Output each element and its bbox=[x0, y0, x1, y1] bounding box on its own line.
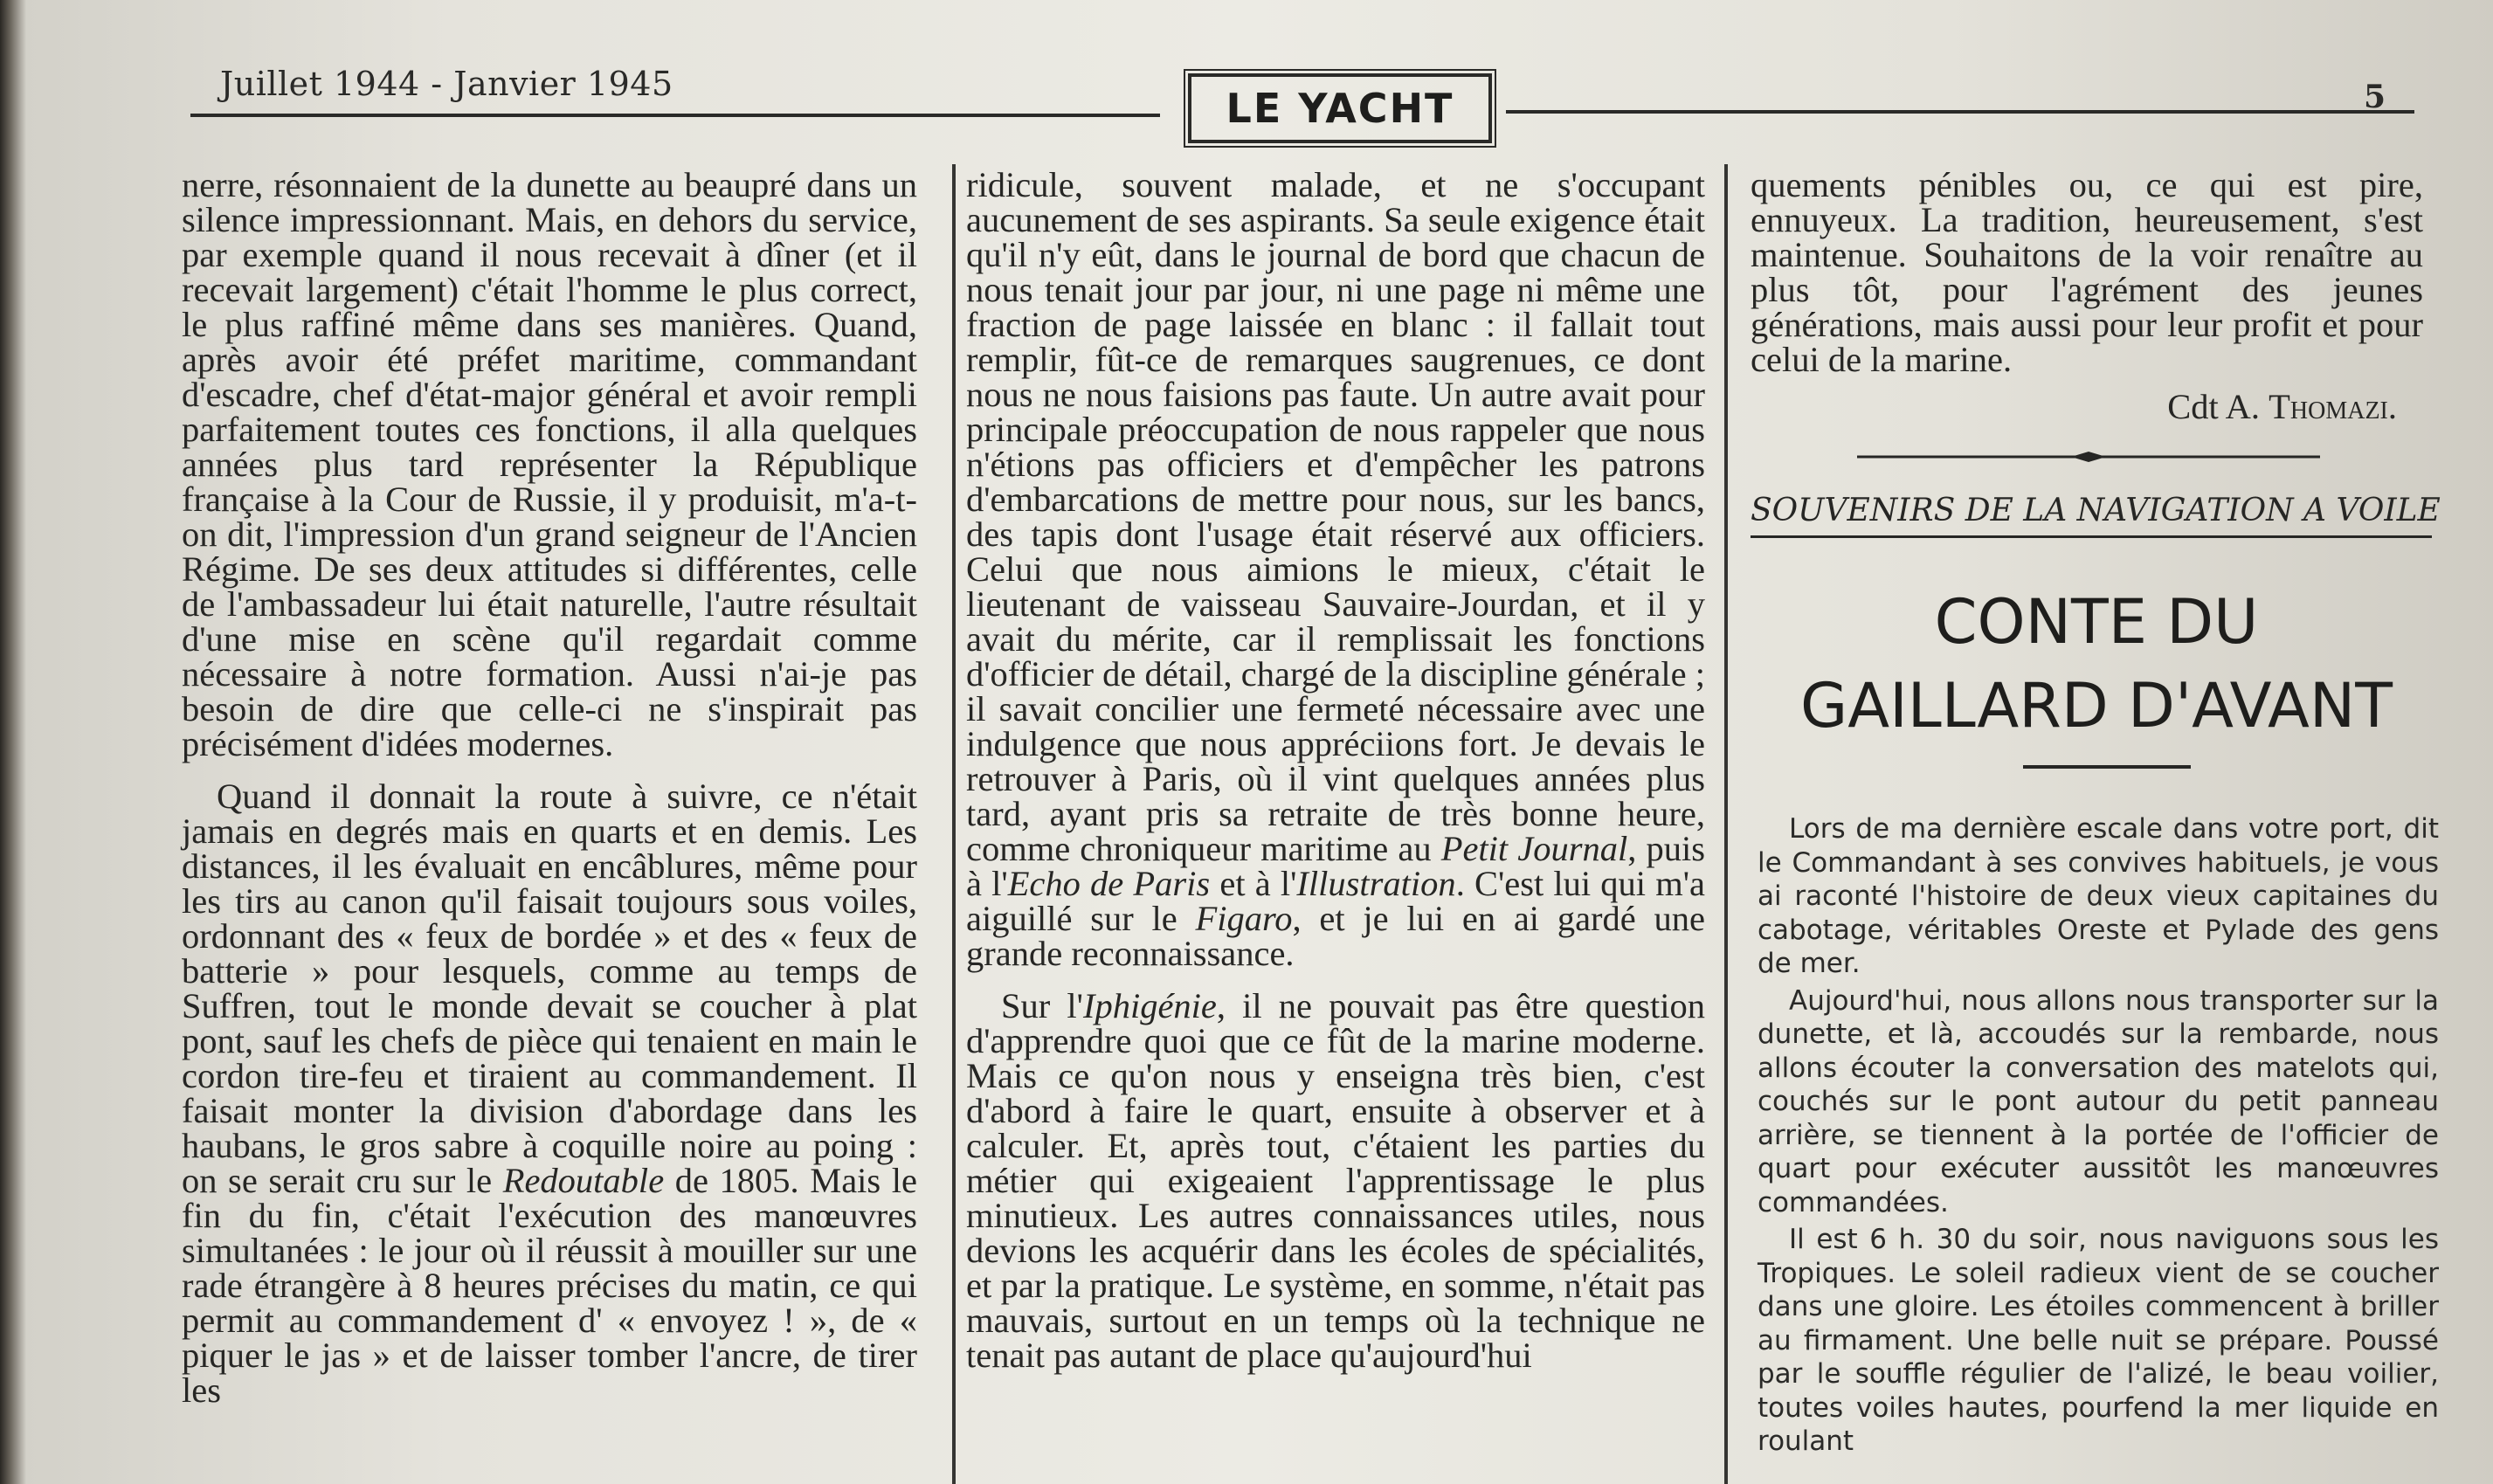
issue-date: Juillet 1944 - Janvier 1945 bbox=[220, 65, 673, 103]
paragraph: Lors de ma dernière escale dans votre port, dit le Commandant à ses convives habituels, je vous ai raconté l'histoire de deux vieux capitaines du cabotage, véritables Oreste et Pylade des gens de mer. bbox=[1758, 813, 2439, 979]
paragraph: quements pénibles ou, ce qui est pire, ennuyeux. La tradition, heureusement, s'est maintenue. Souhaitons de la voir renaître au plus tôt, pour l'agrément des jeunes générations, mais aussi pour leur profit et pour celui de la marine. bbox=[1751, 165, 2423, 379]
story-title-line: GAILLARD D'AVANT bbox=[1799, 670, 2393, 742]
masthead: LE YACHT bbox=[1188, 73, 1492, 143]
story-title bbox=[1747, 580, 2446, 748]
column-divider bbox=[1724, 164, 1728, 1484]
italic-publication: Figaro bbox=[1195, 899, 1293, 938]
italic-publication: Echo de Paris bbox=[1007, 864, 1211, 903]
italic-ship-name: Iphigénie bbox=[1082, 986, 1217, 1025]
column-divider bbox=[952, 164, 956, 1484]
header-rule-left bbox=[190, 114, 1160, 117]
paragraph: Quand il donnait la route à suivre, ce n'était jamais en degrés mais en quarts et en demis. Les distances, il les évaluait en encâblures, même pour les tirs au canon qu'il faisait toujours sous voiles, ordonnant des « feux de bordée » et des « feux de batterie » pour lesquels, comme au temps de Suffren, tout le monde devait se coucher à plat pont, sauf les chefs de pièce qui tenaient en main le cordon tire-feu et tiraient au commandement. Il faisait monter la division d'abordage dans les haubans, le gros sabre à coquille noire au poing : on se serait cru sur le Redoutable de 1805. Mais le fin du fin, c'était l'exécution des manœuvres simultanées : le jour où il réussit à mouiller sur une rade étrangère à 8 heures précises du matin, ce qui permit au commandement d' « envoyez ! », de « piquer le jas » et de laisser tomber l'ancre, de tirer les bbox=[182, 777, 917, 1410]
paragraph: Il est 6 h. 30 du soir, nous naviguons sous les Tropiques. Le soleil radieux vient de se coucher dans une gloire. Les étoiles commencent à briller au firmament. Une belle nuit se prépare. Poussé par le souffle régulier de l'alizé, le beau voilier, toutes voiles hautes, pourfend la mer liquide en roulant bbox=[1758, 1224, 2439, 1457]
italic-ship-name: Redoutable bbox=[502, 1161, 665, 1200]
ornamental-rule bbox=[1857, 451, 2320, 463]
author-signature: Cdt A. Thomazi. bbox=[2167, 387, 2397, 426]
page-edge-shadow bbox=[0, 0, 26, 1484]
article-column-3 bbox=[1751, 165, 2423, 426]
italic-publication: Illustration bbox=[1296, 864, 1456, 903]
article-column-1 bbox=[182, 165, 917, 1410]
section-kicker: SOUVENIRS DE LA NAVIGATION A VOILE bbox=[1751, 493, 2432, 538]
title-rule bbox=[2023, 765, 2191, 769]
story-body bbox=[1758, 812, 2439, 1459]
paragraph: nerre, résonnaient de la dunette au beaupré dans un silence impressionnant. Mais, en dehors du service, par exemple quand il nous recevait à dîner (et il recevait largement) c'était l'homme le plus correct, le plus raffiné même dans ses manières. Quand, après avoir été préfet maritime, commandant d'escadre, chef d'état-major général et avoir rempli parfaitement toutes ces fonctions, il alla quelques années plus tard représenter la République française à la Cour de Russie, il y produisit, m'a-t-on dit, l'impression d'un grand seigneur de l'Ancien Régime. De ses deux attitudes si différentes, celle de l'ambassadeur lui était naturelle, l'autre résultait d'une mise en scène qu'il regardait comme nécessaire à notre formation. Aussi n'ai-je pas besoin de dire que celle-ci ne s'inspirait pas précisément d'idées modernes. bbox=[182, 165, 917, 763]
italic-publication: Petit Journal bbox=[1440, 829, 1628, 868]
story-title-line: CONTE DU bbox=[1934, 586, 2259, 658]
paragraph: Sur l'Iphigénie, il ne pouvait pas être question d'apprendre quoi que ce fût de la marine moderne. Mais ce qu'on nous y enseigna très bien, c'est d'abord à faire le quart, ensuite à observer et à calculer. Et, après tout, c'étaient les parties du métier qui exigeaient l'apprentissage le plus minutieux. Les autres connaissances utiles, nous devions les acquérir dans les écoles de spécialités, et par la pratique. Le système, en somme, n'était pas mauvais, surtout en un temps où la technique ne tenait pas autant de place qu'aujourd'hui bbox=[966, 986, 1705, 1375]
header-rule-right bbox=[1506, 110, 2414, 114]
page-number: 5 bbox=[2364, 79, 2386, 115]
article-column-2 bbox=[966, 165, 1706, 1375]
paragraph: Aujourd'hui, nous allons nous transporter sur la dunette, et là, accoudés sur la rembarde, nous allons écouter la conversation des matelots qui, couchés sur le pont autour du petit panneau arrière, se tiennent à la portée de l'officier de quart pour exécuter aussitôt les manœuvres commandées. bbox=[1758, 984, 2439, 1218]
paragraph: ridicule, souvent malade, et ne s'occupant aucunement de ses aspirants. Sa seule exigence était qu'il n'y eût, dans le journal de bord que chacun de nous tenait jour par jour, ni une page ni même une fraction de page laissée en blanc : il fallait tout remplir, fût-ce de remarques saugrenues, ce dont nous ne nous faisions pas faute. Un autre avait pour principale préoccupation de nous rappeler que nous n'étions pas officiers et d'empêcher les patrons d'embarcations de mettre pour nous, sur les bancs, des tapis dont l'usage était réservé aux officiers. Celui que nous aimions le mieux, c'était le lieutenant de vaisseau Sauvaire-Jourdan, et il y avait du mérite, car il remplissait les fonctions d'officier de détail, chargé de la discipline générale ; il savait concilier une fermeté nécessaire avec une indulgence que nous appréciions fort. Je devais le retrouver à Paris, où il vint quelques années plus tard, ayant pris sa retraite de très bonne heure, comme chroniqueur maritime au Petit Journal, puis à l'Echo de Paris et à l'Illustration. C'est lui qui m'a aiguillé sur le Figaro, et je lui en ai gardé une grande reconnaissance. bbox=[966, 165, 1706, 973]
